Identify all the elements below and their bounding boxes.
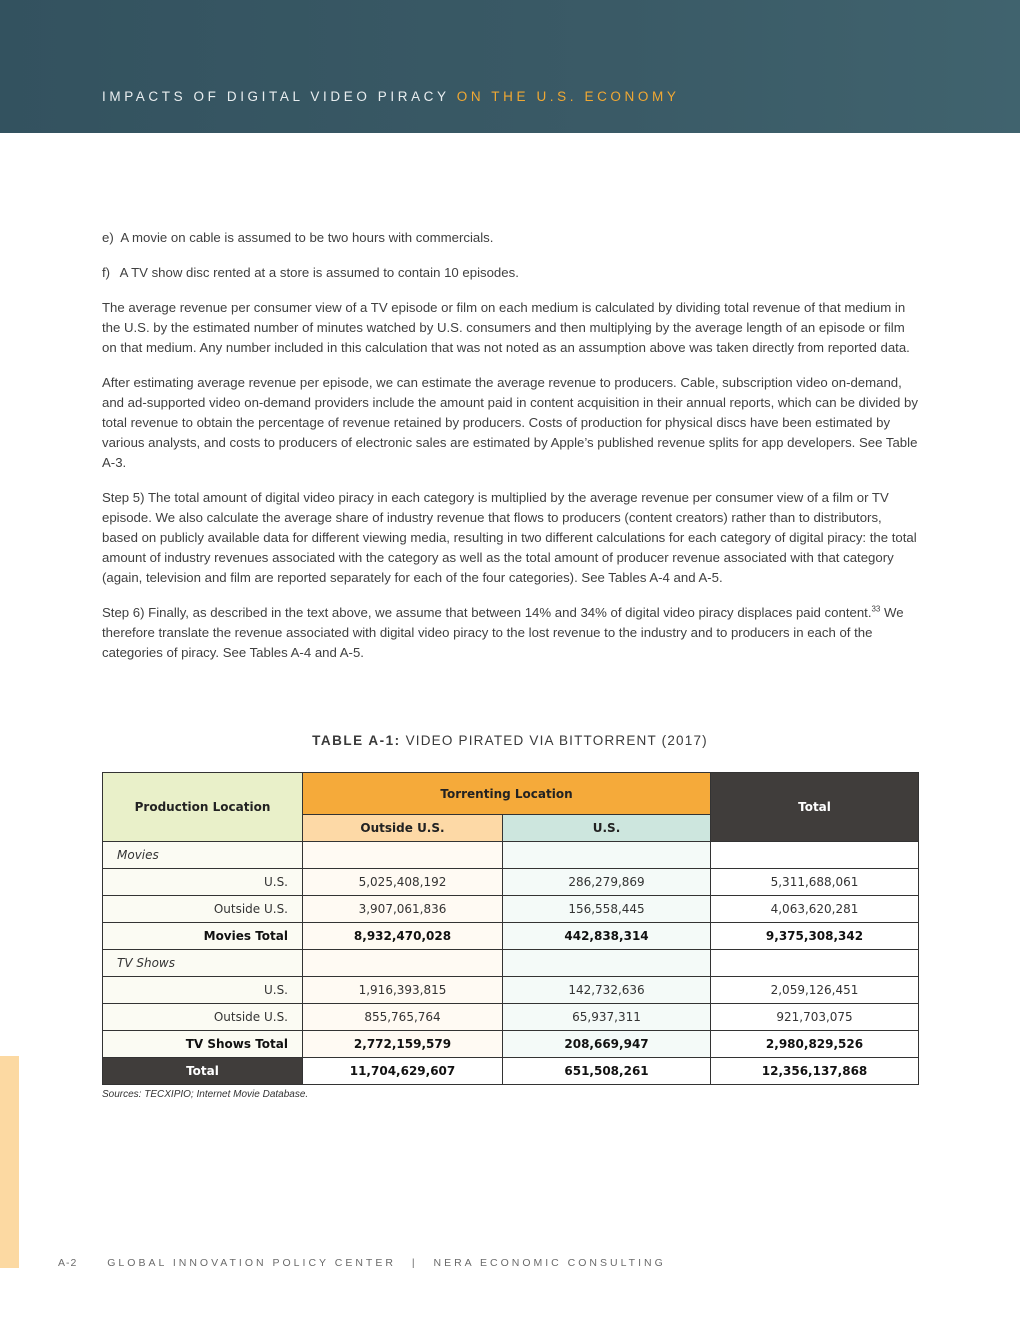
paragraph-producer-revenue: After estimating average revenue per episode, we can estimate the average revenue to producers. Cable, subscription video on-demand, and ad-supported video on-demand providers include the amount paid in content acquisition in their annual reports, which can be divided by total revenue to obtain the percentage of revenue retained by producers. Costs of production for physical discs have been estimated by various analysts, and costs to producers of electronic sales are estimated by Apple’s published revenue splits for app developers. See Table A-3. [102, 375, 918, 470]
footnote-marker: 33 [871, 604, 881, 614]
cell-us: 442,838,314 [503, 923, 711, 950]
footer-org-gipc: GLOBAL INNOVATION POLICY CENTER [107, 1257, 396, 1269]
report-title-accent: ON THE U.S. ECONOMY [456, 89, 680, 104]
bittorrent-table [102, 772, 919, 1085]
step-6-text-continued: We therefore translate the revenue associated with digital video piracy to the lost revenue to the industry and to producers in each of the categories of piracy. See Tables A-4 and A-5. [102, 605, 904, 660]
column-header-outside-us: Outside U.S. [303, 815, 503, 842]
table-row-grand-total [103, 1058, 919, 1085]
report-title [102, 89, 679, 104]
row-label: Movies Total [103, 923, 303, 950]
row-label: U.S. [103, 977, 303, 1004]
table-sources: Sources: TECXIPIO; Internet Movie Database. [102, 1089, 309, 1100]
cell-us: 65,937,311 [503, 1004, 711, 1031]
cell-outside-us: 2,772,159,579 [303, 1031, 503, 1058]
column-header-us: U.S. [503, 815, 711, 842]
page-footer [58, 1257, 666, 1269]
cell-total: 2,059,126,451 [711, 977, 919, 1004]
table-number: TABLE A-1: [312, 733, 401, 748]
row-label: U.S. [103, 869, 303, 896]
cell-total: 5,311,688,061 [711, 869, 919, 896]
column-header-torrenting: Torrenting Location [303, 773, 711, 815]
page-number: A-2 [58, 1257, 78, 1269]
row-label: TV Shows Total [103, 1031, 303, 1058]
cell-total: 921,703,075 [711, 1004, 919, 1031]
column-header-production: Production Location [103, 773, 303, 842]
category-label: TV Shows [103, 950, 303, 977]
cell-total: 9,375,308,342 [711, 923, 919, 950]
cell-outside-us: 1,916,393,815 [303, 977, 503, 1004]
cell-us: 286,279,869 [503, 869, 711, 896]
side-accent-bar [0, 1056, 19, 1268]
column-header-total: Total [711, 773, 919, 842]
table-row-movies-total [103, 923, 919, 950]
paragraph-assumption-e: e) A movie on cable is assumed to be two hours with commercials. [102, 230, 494, 245]
cell-total: 2,980,829,526 [711, 1031, 919, 1058]
cell-outside-us: 5,025,408,192 [303, 869, 503, 896]
body-text [102, 228, 918, 678]
paragraph-assumption-f: f) A TV show disc rented at a store is assumed to contain 10 episodes. [102, 265, 519, 280]
cell-us: 142,732,636 [503, 977, 711, 1004]
table-title [102, 733, 918, 748]
page-header-band [0, 0, 1020, 133]
paragraph-average-revenue: The average revenue per consumer view of a TV episode or film on each medium is calculated by dividing total revenue of that medium in the U.S. by the estimated number of minutes watched by U.S. consumers and then multiplying by the average length of an episode or film on that medium. Any number included in this calculation that was not noted as an assumption above was taken directly from reported data. [102, 300, 910, 355]
cell-us [503, 950, 711, 977]
table-row-movies [103, 842, 919, 869]
cell-us: 651,508,261 [503, 1058, 711, 1085]
row-label: Total [103, 1058, 303, 1085]
cell-outside-us: 3,907,061,836 [303, 896, 503, 923]
cell-total [711, 950, 919, 977]
cell-outside-us: 8,932,470,028 [303, 923, 503, 950]
cell-outside-us: 855,765,764 [303, 1004, 503, 1031]
category-label: Movies [103, 842, 303, 869]
cell-us [503, 842, 711, 869]
table-row [103, 896, 919, 923]
table-row-tv-shows-total [103, 1031, 919, 1058]
cell-total: 12,356,137,868 [711, 1058, 919, 1085]
table-row [103, 869, 919, 896]
cell-us: 156,558,445 [503, 896, 711, 923]
row-label: Outside U.S. [103, 896, 303, 923]
footer-org-nera: NERA ECONOMIC CONSULTING [433, 1257, 666, 1269]
cell-outside-us: 11,704,629,607 [303, 1058, 503, 1085]
cell-outside-us [303, 842, 503, 869]
table-row-tv-shows [103, 950, 919, 977]
table-row [103, 1004, 919, 1031]
step-6-text: Step 6) Finally, as described in the text above, we assume that between 14% and 34% of digital video piracy displaces paid content. [102, 605, 872, 620]
table-caption: VIDEO PIRATED VIA BITTORRENT (2017) [405, 733, 708, 748]
cell-us: 208,669,947 [503, 1031, 711, 1058]
footer-separator: | [411, 1257, 418, 1269]
table-row [103, 977, 919, 1004]
row-label: Outside U.S. [103, 1004, 303, 1031]
cell-total: 4,063,620,281 [711, 896, 919, 923]
report-title-main: IMPACTS OF DIGITAL VIDEO PIRACY [102, 89, 450, 104]
cell-outside-us [303, 950, 503, 977]
paragraph-step-5: Step 5) The total amount of digital video piracy in each category is multiplied by the average revenue per consumer view of a film or TV episode. We also calculate the average share of industry revenue that flows to producers (content creators) rather than to distributors, based on publicly available data for different viewing media, resulting in two different calculations for each category of digital piracy: the total amount of industry revenues associated with the category as well as the total amount of producer revenue associated with that category (again, television and film are reported separately for each of the four categories). See Tables A-4 and A-5. [102, 490, 917, 585]
paragraph-step-6 [102, 603, 918, 663]
cell-total [711, 842, 919, 869]
